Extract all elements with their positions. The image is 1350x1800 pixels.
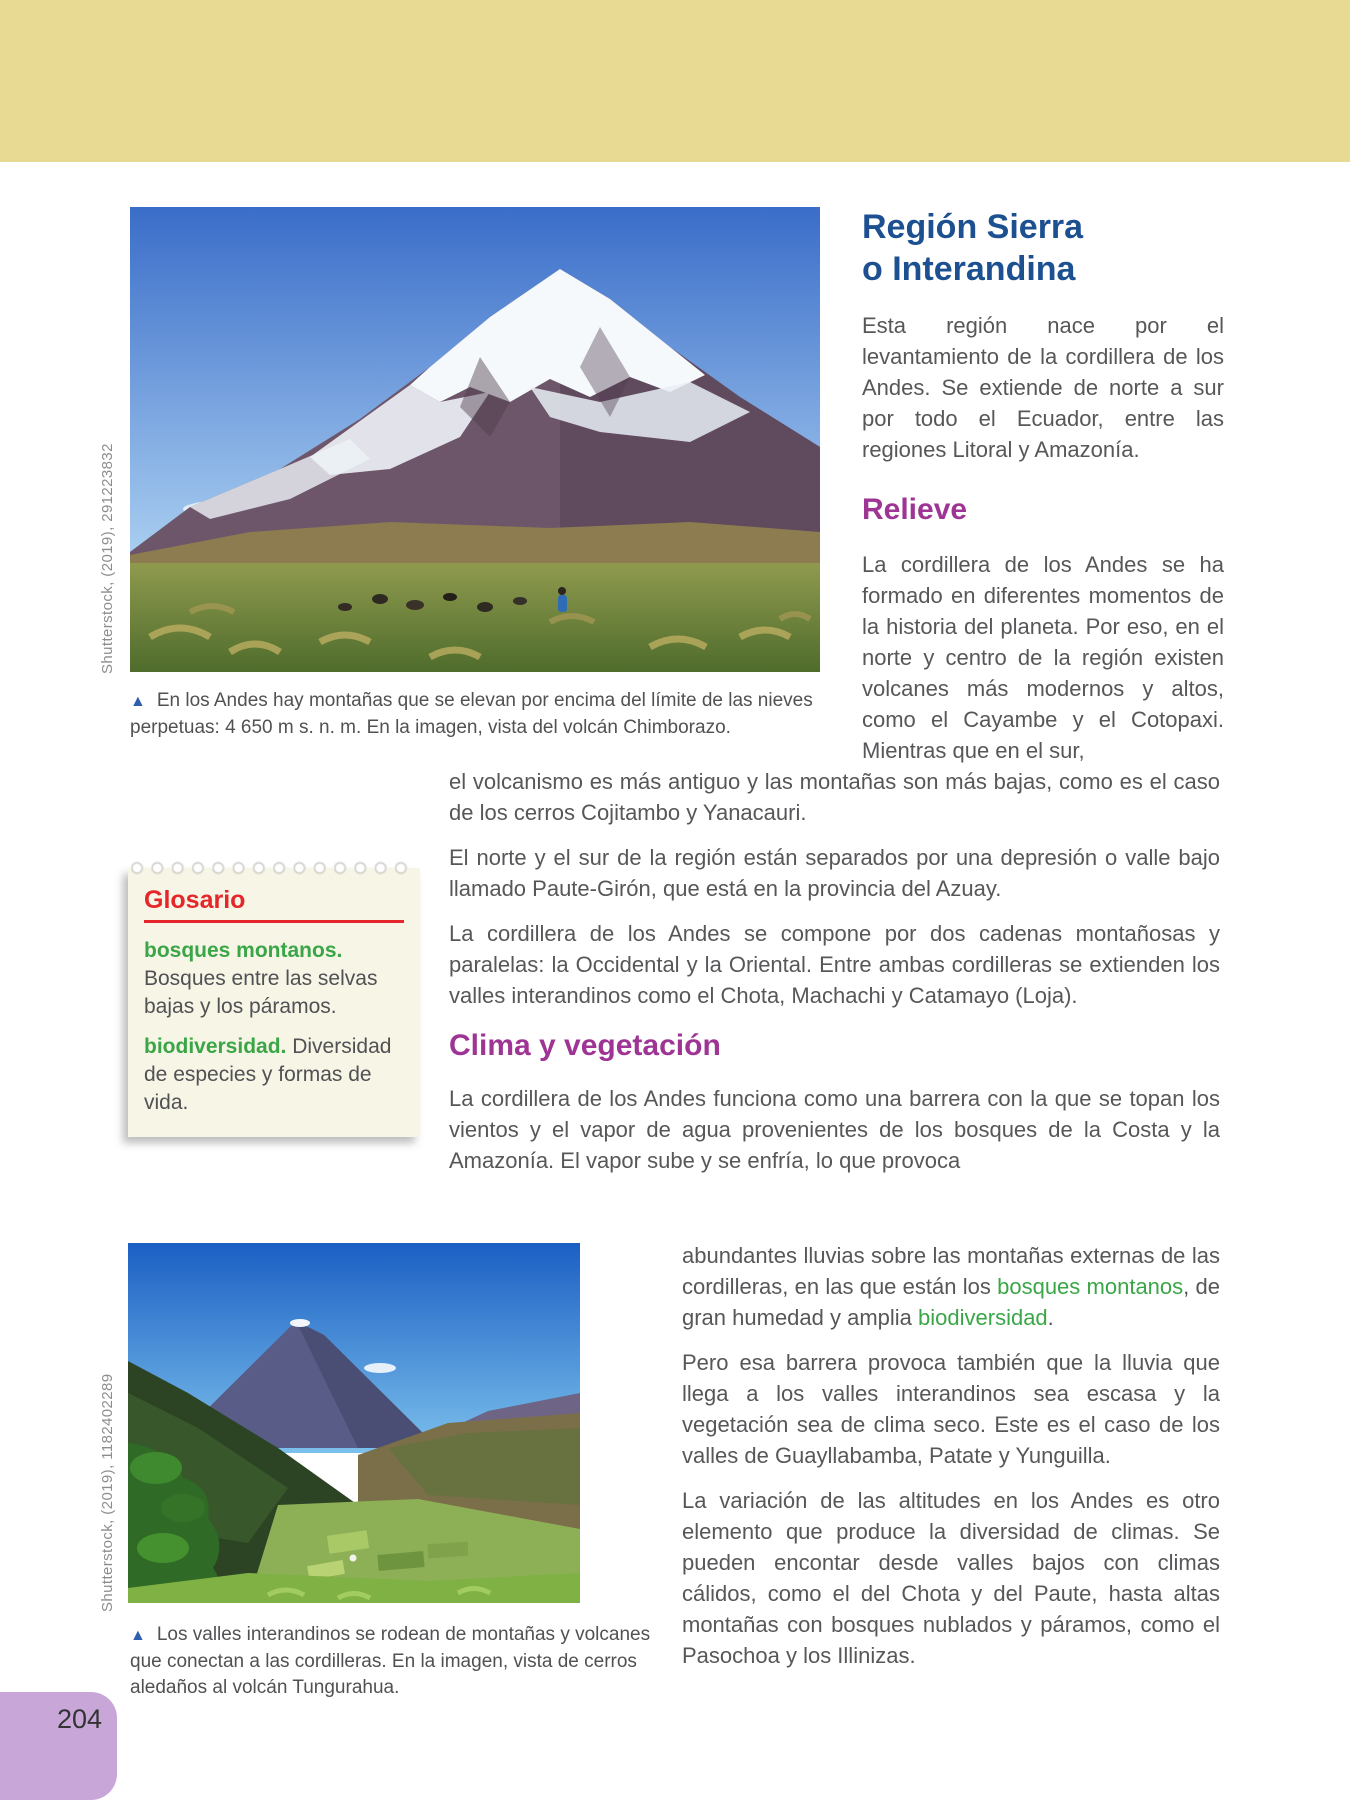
relieve-paragraph-3: La cordillera de los Andes se compone por dos cadenas montañosas y paralelas: la Occidental y la Oriental. Entre ambas cordilleras se extienden los valles interandinos como el Chota, Machachi y Catamayo (Loja).	[449, 921, 1220, 1008]
section-heading-clima: Clima y vegetación	[449, 1029, 721, 1062]
glossary-term: biodiversidad.	[144, 1035, 287, 1058]
page-number: 204	[56, 1704, 102, 1734]
clima-paragraph-column: abundantes lluvias sobre las montañas externas de las cordilleras, en las que están los bosques montanos, de gran humedad y amplia biodiversidad.	[682, 1243, 1220, 1330]
section-heading-relieve: Relieve	[862, 493, 968, 526]
article-title-line1: Región Sierra	[862, 208, 1084, 246]
caption-triangle-icon: ▲	[130, 693, 146, 710]
page-number-badge	[0, 1692, 117, 1800]
glossary-term: bosques montanos.	[144, 939, 343, 962]
tungurahua-photo	[128, 1243, 580, 1603]
article-title-line2: o Interandina	[862, 250, 1076, 288]
top-color-band	[0, 0, 1350, 162]
mountain-photo-illustration	[130, 207, 820, 672]
caption-triangle-icon: ▲	[130, 1627, 146, 1644]
clima-paragraph-wide: La cordillera de los Andes funciona como una barrera con la que se topan los vientos y el vapor de agua provenientes de los bosques de la Costa y la Amazonía. El vapor sube y se enfría, lo que provoca	[449, 1086, 1220, 1173]
intro-paragraph: Esta región nace por el levantamiento de la cordillera de los Andes. Se extiende de norte a sur por todo el Ecuador, entre las regiones Litoral y Amazonía.	[862, 313, 1224, 462]
glossary-title: Glosario	[144, 886, 246, 914]
glossary-divider	[144, 920, 404, 923]
photo-caption-tungurahua	[130, 1622, 670, 1701]
wide-text-block	[449, 766, 1220, 1190]
notebook-holes-icon	[131, 861, 415, 875]
photo-caption-chimborazo	[130, 688, 820, 741]
clima-text-column	[682, 1240, 1220, 1685]
glossary-entry	[144, 937, 404, 1021]
glossary-definition: Diversidad de especies y formas de vida.	[144, 1035, 392, 1114]
relieve-paragraph-continuation: el volcanismo es más antiguo y las montañas son más bajas, como es el caso de los cerros Cojitambo y Yanacauri.	[449, 769, 1220, 825]
right-text-column	[862, 206, 1224, 766]
chimborazo-photo	[130, 207, 820, 672]
clima-paragraph-2: Pero esa barrera provoca también que la lluvia que llega a los valles interandinos sea escasa y la vegetación sea de clima seco. Este es el caso de los valles de Guayllabamba, Patate y Yunguilla.	[682, 1350, 1220, 1468]
glossary-box	[128, 868, 420, 1137]
article-title	[862, 206, 1224, 290]
caption-text: En los Andes hay montañas que se elevan por encima del límite de las nieves perpetuas: 4 650 m s. n. m. En la imagen, vista del volcán Chimborazo.	[130, 690, 813, 738]
photo-credit-chimborazo: Shutterstock, (2019), 291223832	[99, 443, 116, 674]
relieve-paragraph-column: La cordillera de los Andes se ha formado en diferentes momentos de la historia del planeta. Por eso, en el norte y centro de la región existen volcanes más modernos y altos, como el Cayambe y el Cotopaxi. Mientras que en el sur,	[862, 552, 1224, 763]
valley-photo-illustration	[128, 1243, 580, 1603]
clima-paragraph-3: La variación de las altitudes en los Andes es otro elemento que produce la diversidad de climas. Se pueden encontar desde valles bajos con climas cálidos, como el del Chota y del Paute, hasta altas montañas con bosques nublados y páramos, como el Pasochoa y los Illinizas.	[682, 1488, 1220, 1668]
caption-text: Los valles interandinos se rodean de montañas y volcanes que conectan a las cordilleras. En la imagen, vista de cerros aledaños al volcán Tungurahua.	[130, 1624, 651, 1698]
photo-credit-tungurahua: Shutterstock, (2019), 1182402289	[99, 1373, 116, 1612]
glossary-definition: Bosques entre las selvas bajas y los páramos.	[144, 967, 378, 1018]
glossary-entry	[144, 1033, 404, 1117]
relieve-paragraph-2: El norte y el sur de la región están separados por una depresión o valle bajo llamado Paute-Girón, que está en la provincia del Azuay.	[449, 845, 1220, 901]
